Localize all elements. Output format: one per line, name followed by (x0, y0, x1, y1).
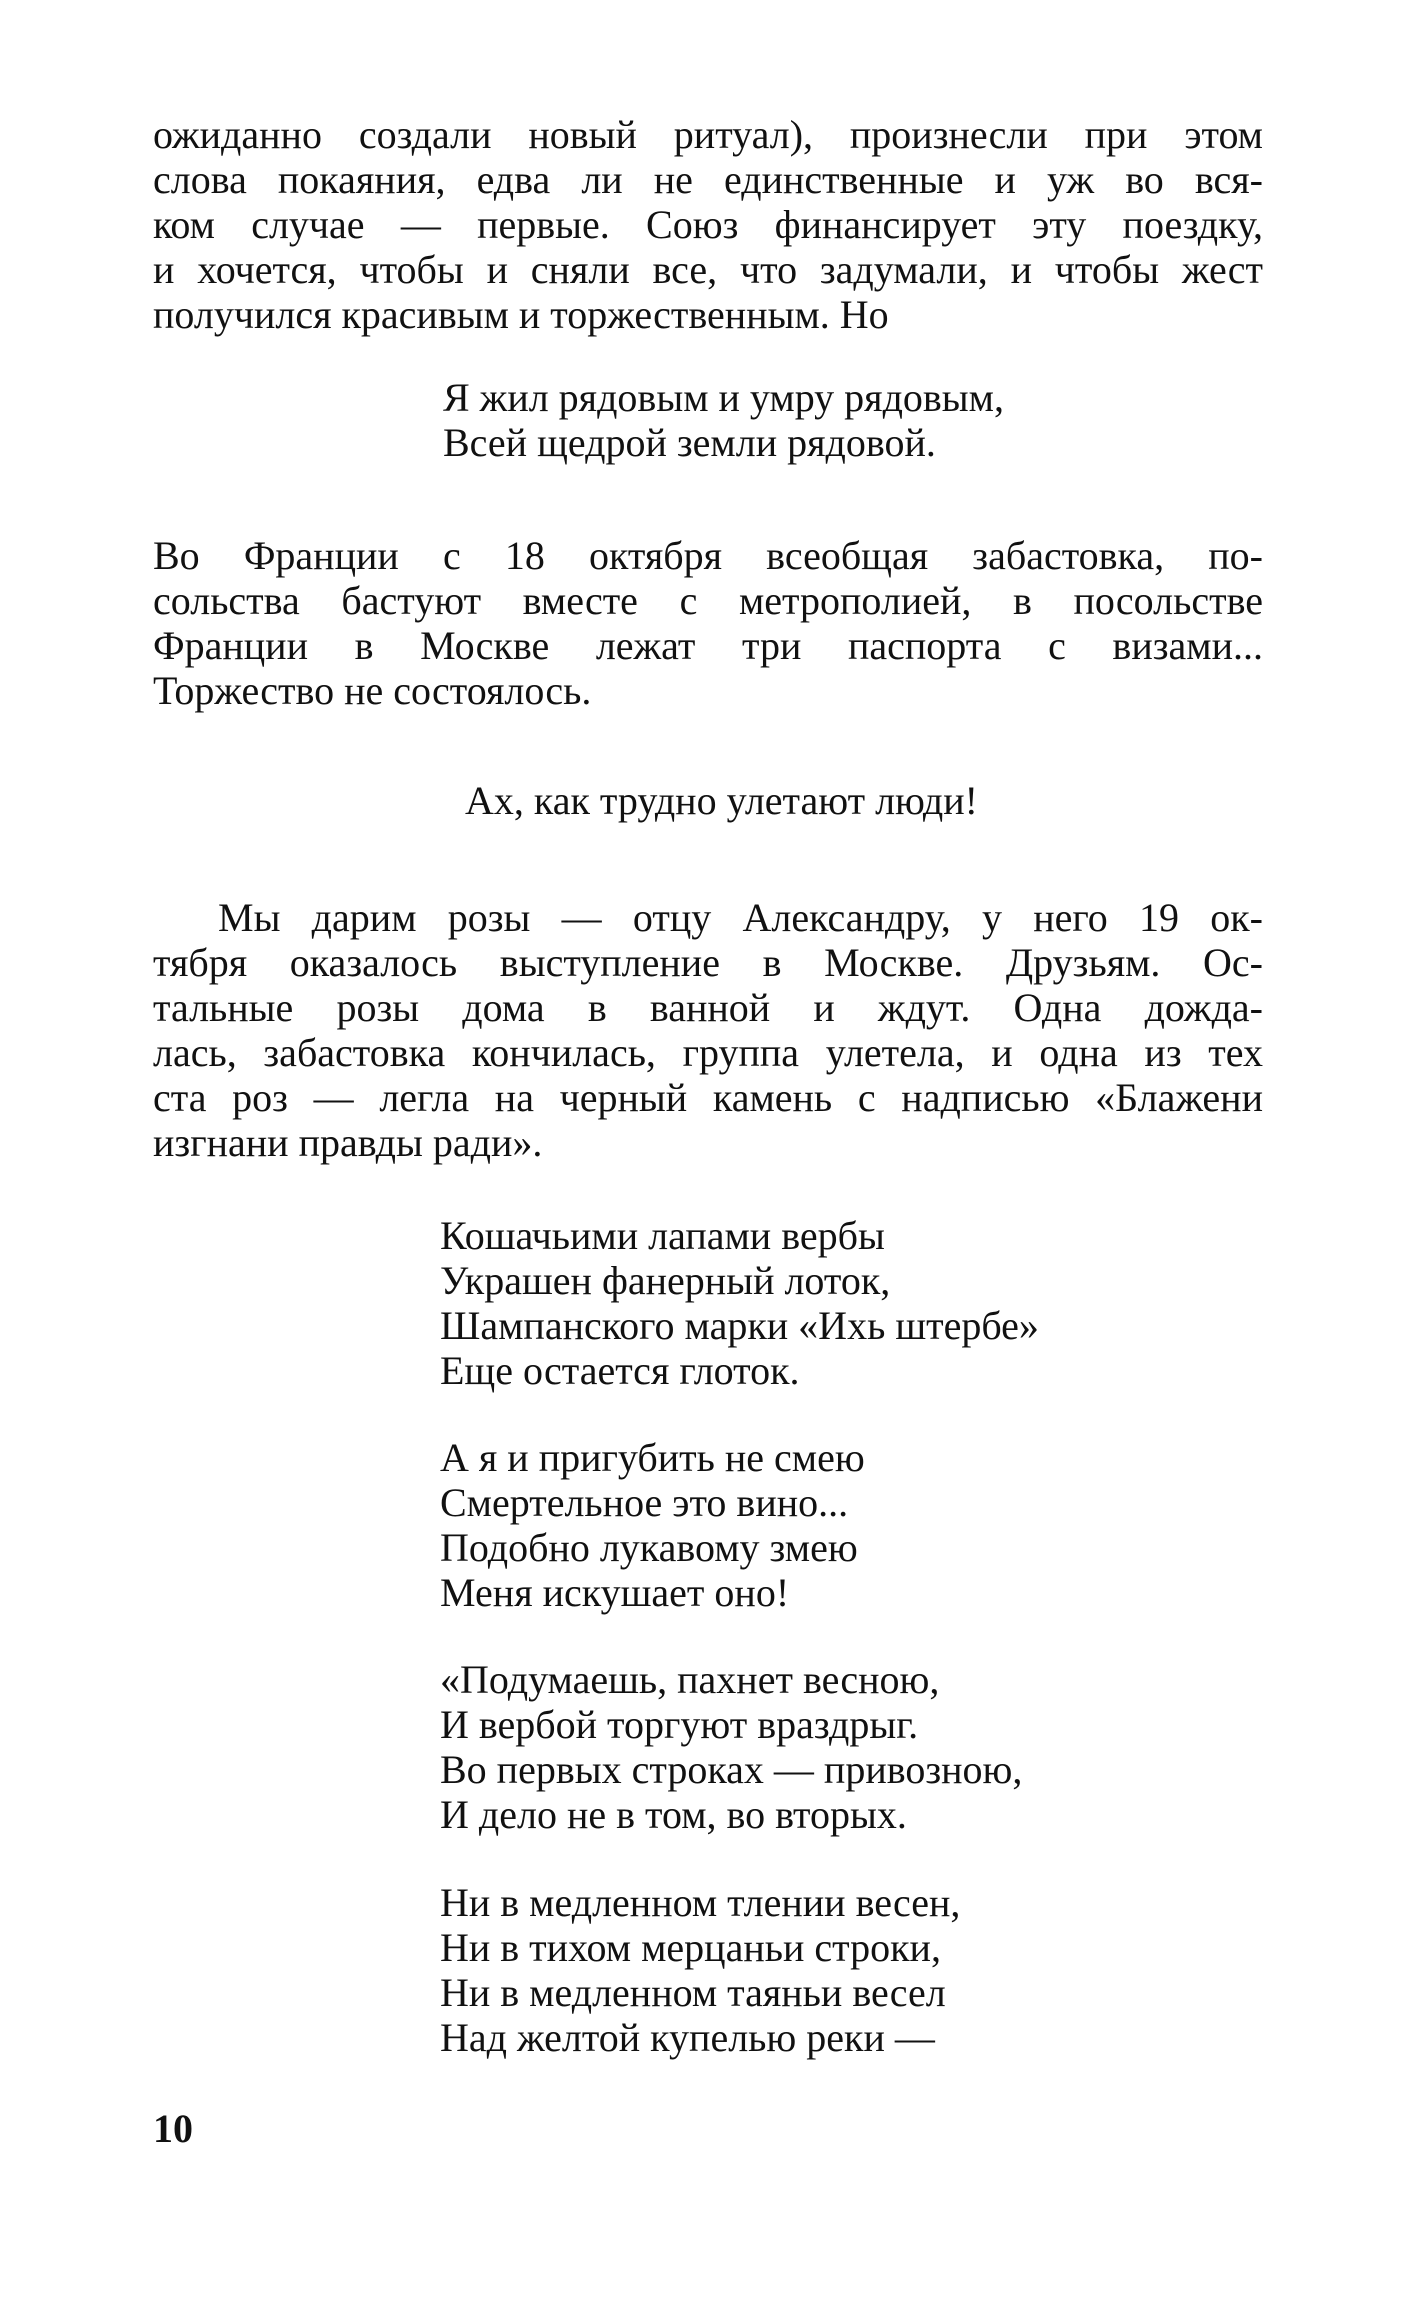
verse-line: И дело не в том, во вторых. (440, 1792, 907, 1837)
poem-stanza (440, 1435, 865, 1615)
paragraph-continuation (153, 112, 1263, 337)
verse-line: Еще остается глоток. (440, 1348, 800, 1393)
text-line: сольства бастуют вместе с метрополией, в посольстве (153, 578, 1263, 623)
verse-line: Украшен фанерный лоток, (440, 1258, 891, 1303)
paragraph-roses (153, 895, 1263, 1165)
verse-line: Всей щедрой земли рядовой. (443, 420, 936, 465)
text-line: и хочется, чтобы и сняли все, что задумали, и чтобы жест (153, 247, 1263, 292)
text-line: Торжество не состоялось. (153, 668, 592, 713)
verse-line: Смертельное это вино... (440, 1480, 849, 1525)
text-line: тальные розы дома в ванной и ждут. Одна дожда- (153, 985, 1263, 1030)
text-line: ожиданно создали новый ритуал), произнесли при этом (153, 112, 1263, 157)
text-line: изгнани правды ради». (153, 1120, 543, 1165)
text-line: Мы дарим розы — отцу Александру, у него 19 ок- (218, 895, 1263, 940)
page-number: 10 (153, 2106, 193, 2151)
verse-line: Ни в медленном таяньи весел (440, 1970, 946, 2015)
poem-stanza (440, 1880, 960, 2060)
text-line: ста роз — легла на черный камень с надписью «Блажени (153, 1075, 1263, 1120)
poem-stanza (440, 1657, 1022, 1837)
text-line: тября оказалось выступление в Москве. Друзьям. Ос- (153, 940, 1263, 985)
verse-line: «Подумаешь, пахнет весною, (440, 1657, 940, 1702)
verse-line: Меня искушает оно! (440, 1570, 790, 1615)
verse-quote-single: Ах, как трудно улетают люди! (465, 778, 978, 823)
poem-stanza (440, 1213, 1039, 1393)
verse-line: А я и пригубить не смею (440, 1435, 865, 1480)
text-line: лась, забастовка кончилась, группа улетела, и одна из тех (153, 1030, 1263, 1075)
verse-line: Ни в тихом мерцаньи строки, (440, 1925, 941, 1970)
verse-line: Ни в медленном тлении весен, (440, 1880, 961, 1925)
verse-quote (443, 375, 1004, 465)
verse-line: Подобно лукавому змею (440, 1525, 858, 1570)
text-line: слова покаяния, едва ли не единственные и уж во вся- (153, 157, 1263, 202)
verse-line: Я жил рядовым и умру рядовым, (443, 375, 1004, 420)
verse-line: Шампанского марки «Ихь штербе» (440, 1303, 1039, 1348)
text-line: получился красивым и торжественным. Но (153, 292, 889, 337)
verse-line: И вербой торгуют враздрыг. (440, 1702, 919, 1747)
text-line: Франции в Москве лежат три паспорта с визами... (153, 623, 1263, 668)
text-line: ком случае — первые. Союз финансирует эту поездку, (153, 202, 1263, 247)
verse-line: Кошачьими лапами вербы (440, 1213, 885, 1258)
paragraph-strike (153, 533, 1263, 713)
verse-line: Над желтой купелью реки — (440, 2015, 935, 2060)
verse-line: Во первых строках — привозною, (440, 1747, 1023, 1792)
text-line: Во Франции с 18 октября всеобщая забастовка, по- (153, 533, 1263, 578)
